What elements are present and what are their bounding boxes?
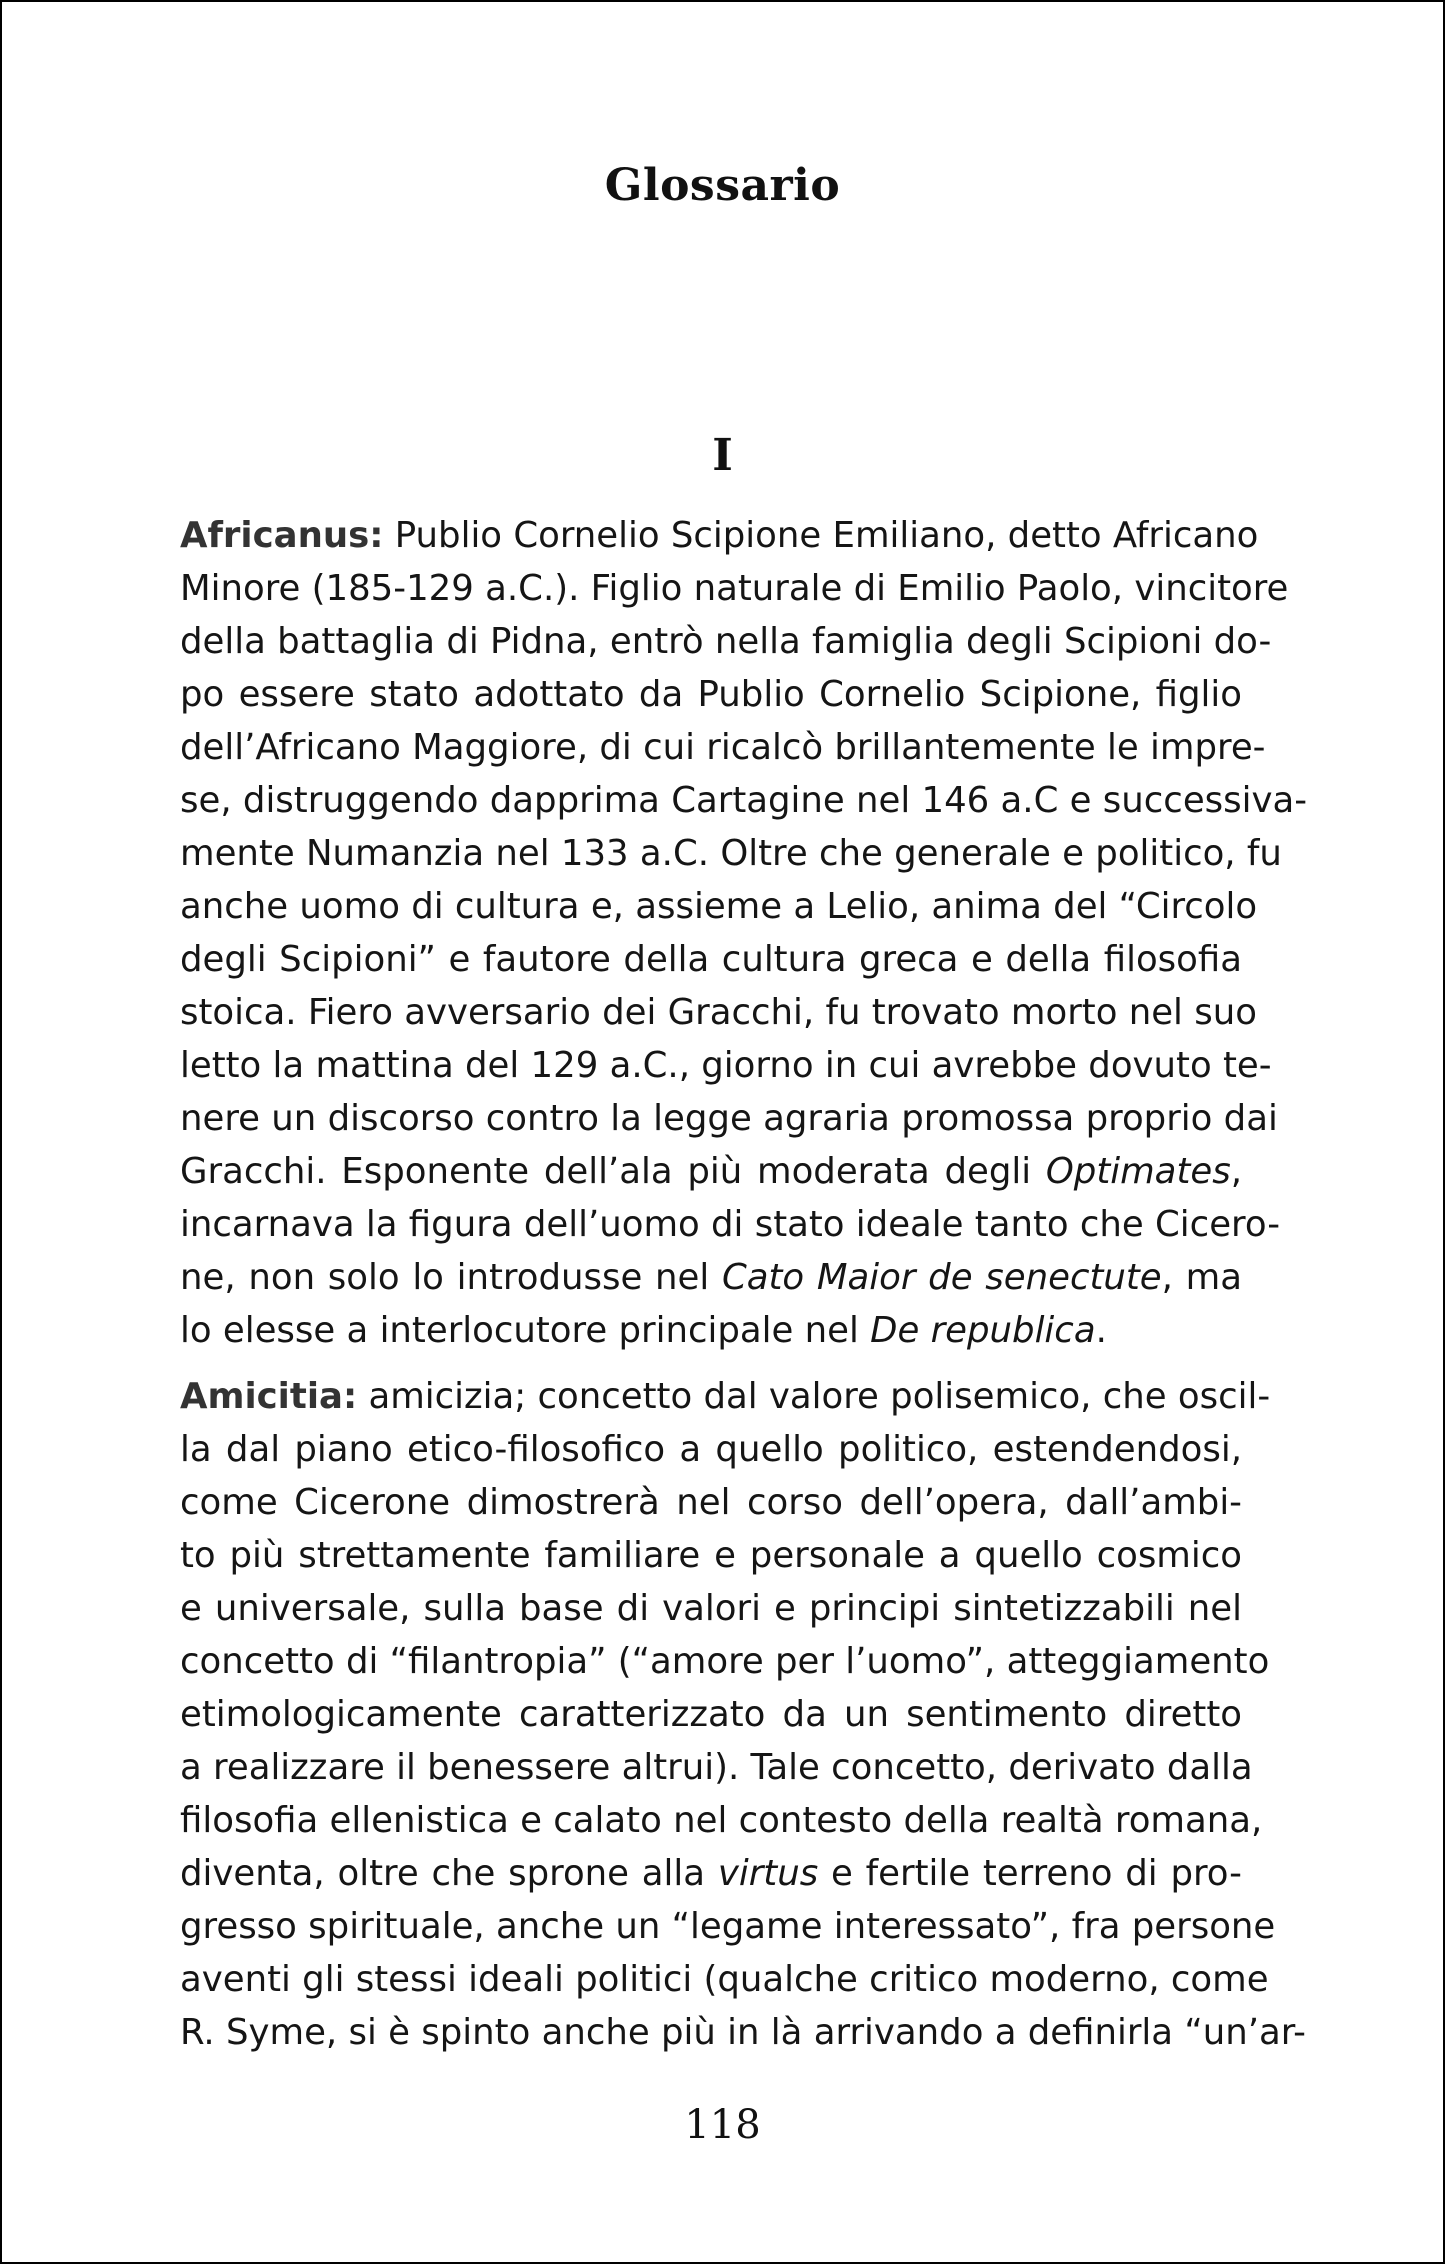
text-segment: , [1230, 1151, 1242, 1192]
text-line [180, 1476, 1242, 1529]
text-line [180, 1370, 1271, 1423]
text-segment: a realizzare il benessere altrui). Tale concetto, derivato dalla [180, 1747, 1253, 1788]
text-line [180, 1741, 1253, 1794]
glossary-entry-africanus [180, 509, 1308, 1357]
text-segment: mente Numanzia nel 133 a.C. Oltre che generale e politico, fu [180, 833, 1282, 874]
text-line [180, 1847, 1242, 1900]
text-line [180, 1794, 1263, 1847]
italic-text: virtus [717, 1853, 819, 1894]
text-line [180, 1145, 1242, 1198]
text-segment: se, distruggendo dapprima Cartagine nel 146 a.C e successiva- [180, 780, 1308, 821]
text-segment: ne, non solo lo introdusse nel [180, 1257, 722, 1298]
section-letter: I [712, 430, 733, 481]
glossary-term: Africanus: [180, 515, 384, 556]
text-segment: letto la mattina del 129 a.C., giorno in cui avrebbe dovuto te- [180, 1045, 1272, 1086]
text-segment: etimologicamente caratterizzato da un sentimento diretto [180, 1694, 1242, 1735]
text-segment: aventi gli stessi ideali politici (qualche critico moderno, come [180, 1959, 1269, 2000]
text-line [180, 2006, 1306, 2059]
text-segment: nere un discorso contro la legge agraria promossa proprio dai [180, 1098, 1278, 1139]
text-segment: dell’Africano Maggiore, di cui ricalcò brillantemente le impre- [180, 727, 1266, 768]
text-segment: anche uomo di cultura e, assieme a Lelio, anima del “Circolo [180, 886, 1258, 927]
text-segment: Gracchi. Esponente dell’ala più moderata degli [180, 1151, 1046, 1192]
text-segment: R. Syme, si è spinto anche più in là arrivando a definirla “un’ar- [180, 2012, 1306, 2053]
text-line [180, 1423, 1242, 1476]
text-line [180, 721, 1266, 774]
italic-text: Cato Maior de senectute [721, 1257, 1162, 1298]
text-line [180, 615, 1272, 668]
text-line [180, 1582, 1242, 1635]
text-segment: concetto di “filantropia” (“amore per l’uomo”, atteggiamento [180, 1641, 1270, 1682]
text-line [180, 1900, 1276, 1953]
text-line [180, 509, 1259, 562]
glossary-term: Amicitia: [180, 1376, 358, 1417]
text-segment: Minore (185-129 a.C.). Figlio naturale di Emilio Paolo, vincitore [180, 568, 1289, 609]
text-line [180, 562, 1289, 615]
text-segment: amicizia; concetto dal valore polisemico, che oscil- [368, 1376, 1271, 1417]
text-line [180, 668, 1242, 721]
text-line [180, 1251, 1242, 1304]
text-segment: gresso spirituale, anche un “legame interessato”, fra persone [180, 1906, 1276, 1947]
text-line [180, 1688, 1242, 1741]
text-segment: , ma [1161, 1257, 1242, 1298]
text-segment: come Cicerone dimostrerà nel corso dell’opera, dall’ambi- [180, 1482, 1242, 1523]
text-line [180, 1953, 1269, 2006]
italic-text: Optimates [1045, 1151, 1231, 1192]
text-segment: to più strettamente familiare e personale a quello cosmico [180, 1535, 1242, 1576]
page-number: 118 [684, 2102, 761, 2148]
text-segment: Publio Cornelio Scipione Emiliano, detto Africano [394, 515, 1259, 556]
text-segment: . [1095, 1310, 1107, 1351]
text-line [180, 1529, 1242, 1582]
text-line [180, 986, 1257, 1039]
text-line [180, 933, 1242, 986]
text-line [180, 1039, 1272, 1092]
text-segment: diventa, oltre che sprone alla [180, 1853, 718, 1894]
text-segment: e universale, sulla base di valori e principi sintetizzabili nel [180, 1588, 1242, 1629]
text-line [180, 1198, 1281, 1251]
text-line [180, 1635, 1270, 1688]
text-segment: lo elesse a interlocutore principale nel [180, 1310, 871, 1351]
text-segment: stoica. Fiero avversario dei Gracchi, fu trovato morto nel suo [180, 992, 1257, 1033]
text-line [180, 827, 1282, 880]
text-line [180, 880, 1258, 933]
glossary-entry-amicitia [180, 1370, 1306, 2059]
text-line [180, 1092, 1278, 1145]
text-line [180, 774, 1308, 827]
text-segment: la dal piano etico-filosofico a quello politico, estendendosi, [180, 1429, 1242, 1470]
text-segment: po essere stato adottato da Publio Cornelio Scipione, figlio [180, 674, 1242, 715]
page-title: Glossario [604, 160, 841, 211]
text-segment: della battaglia di Pidna, entrò nella famiglia degli Scipioni do- [180, 621, 1272, 662]
text-segment: filosofia ellenistica e calato nel contesto della realtà romana, [180, 1800, 1263, 1841]
text-segment: degli Scipioni” e fautore della cultura greca e della filosofia [180, 939, 1242, 980]
text-line [180, 1304, 1242, 1357]
italic-text: De republica [870, 1310, 1096, 1351]
text-segment: incarnava la figura dell’uomo di stato ideale tanto che Cicero- [180, 1204, 1281, 1245]
text-segment: e fertile terreno di pro- [818, 1853, 1242, 1894]
